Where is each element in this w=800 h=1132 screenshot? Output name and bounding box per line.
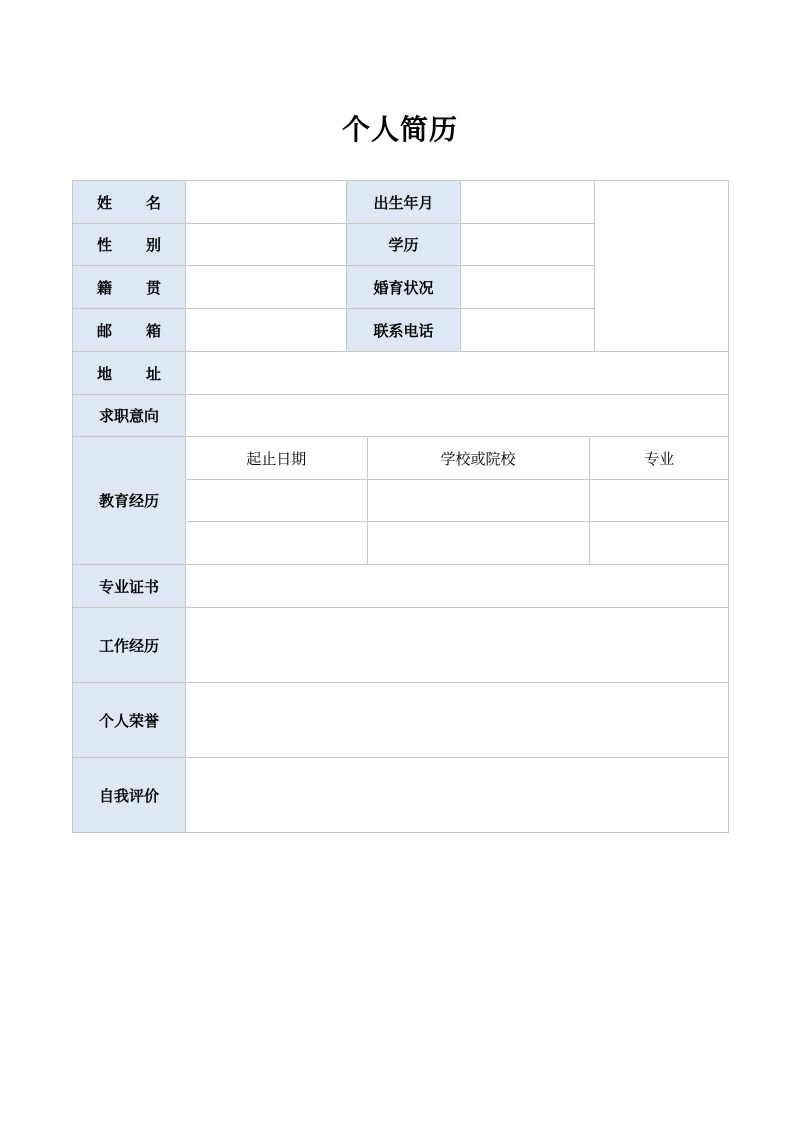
field-birth[interactable] bbox=[461, 181, 595, 224]
field-certificates[interactable] bbox=[186, 565, 729, 608]
label-birth: 出生年月 bbox=[347, 181, 461, 224]
edu-cell[interactable] bbox=[589, 480, 729, 522]
field-name[interactable] bbox=[186, 181, 347, 224]
field-native-place[interactable] bbox=[186, 266, 347, 309]
edu-header-major: 专业 bbox=[589, 438, 729, 480]
label-job-intention: 求职意向 bbox=[73, 395, 186, 437]
label-education: 教育经历 bbox=[73, 437, 186, 565]
edu-cell[interactable] bbox=[186, 522, 367, 564]
label-gender: 性 别 bbox=[73, 224, 186, 266]
edu-cell[interactable] bbox=[589, 522, 729, 564]
field-phone[interactable] bbox=[461, 309, 595, 352]
education-section bbox=[186, 437, 729, 565]
resume-table bbox=[72, 180, 729, 833]
label-education-level: 学历 bbox=[347, 224, 461, 266]
edu-cell[interactable] bbox=[186, 480, 367, 522]
field-marital[interactable] bbox=[461, 266, 595, 309]
label-certificates: 专业证书 bbox=[73, 565, 186, 608]
page-title: 个人简历 bbox=[341, 113, 458, 146]
label-work: 工作经历 bbox=[73, 608, 186, 683]
label-email: 邮 箱 bbox=[73, 309, 186, 352]
label-address: 地 址 bbox=[73, 352, 186, 395]
field-education-level[interactable] bbox=[461, 224, 595, 266]
label-phone: 联系电话 bbox=[347, 309, 461, 352]
edu-cell[interactable] bbox=[367, 480, 589, 522]
field-email[interactable] bbox=[186, 309, 347, 352]
field-address[interactable] bbox=[186, 352, 729, 395]
label-marital: 婚育状况 bbox=[347, 266, 461, 309]
field-work[interactable] bbox=[186, 608, 729, 683]
label-name: 姓 名 bbox=[73, 181, 186, 224]
edu-header-school: 学校或院校 bbox=[367, 438, 589, 480]
label-native-place: 籍 贯 bbox=[73, 266, 186, 309]
field-honors[interactable] bbox=[186, 683, 729, 758]
label-honors: 个人荣誉 bbox=[73, 683, 186, 758]
label-self-eval: 自我评价 bbox=[73, 758, 186, 833]
field-self-eval[interactable] bbox=[186, 758, 729, 833]
edu-header-dates: 起止日期 bbox=[186, 438, 367, 480]
field-gender[interactable] bbox=[186, 224, 347, 266]
photo-box[interactable] bbox=[595, 181, 729, 352]
edu-cell[interactable] bbox=[367, 522, 589, 564]
education-table bbox=[186, 438, 729, 564]
field-job-intention[interactable] bbox=[186, 395, 729, 437]
